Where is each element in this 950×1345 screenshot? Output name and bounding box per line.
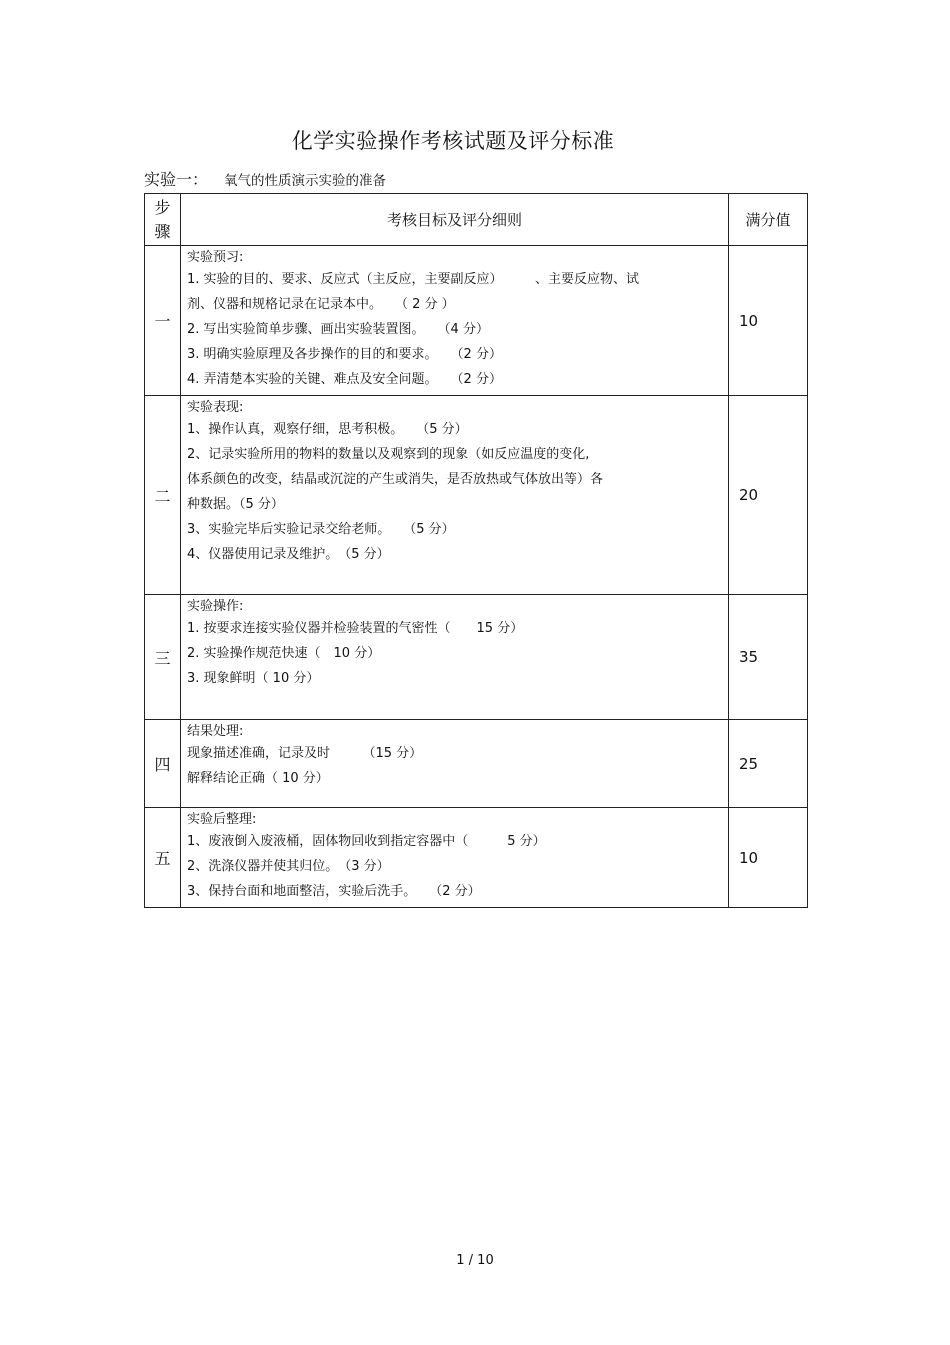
header-step: 步 骤: [145, 194, 181, 246]
step-number: 二: [145, 396, 181, 595]
table-header-row: [145, 194, 808, 246]
step-number: 三: [145, 595, 181, 720]
criteria-line: 2. 实验操作规范快速（ 10 分）: [187, 646, 381, 661]
section-heading: 实验预习:: [187, 250, 244, 265]
criteria-line: 4. 弄清楚本实验的关键、难点及安全问题。 （2 分）: [187, 372, 502, 387]
criteria-cell: [181, 720, 729, 808]
criteria-line: 1、操作认真，观察仔细，思考积极。 （5 分）: [187, 422, 468, 437]
step-number: 五: [145, 808, 181, 908]
criteria-line: 现象描述准确，记录及时 （15 分）: [187, 746, 423, 761]
criteria-line: 3、实验完毕后实验记录交给老师。 （5 分）: [187, 522, 455, 537]
scoring-table: [144, 193, 808, 908]
criteria-line: 2. 写出实验简单步骤、画出实验装置图。 （4 分）: [187, 322, 489, 337]
criteria-line: 3. 明确实验原理及各步操作的目的和要求。 （2 分）: [187, 347, 502, 362]
max-score: 10: [729, 246, 808, 396]
header-detail: 考核目标及评分细则: [181, 194, 729, 246]
criteria-line: 4、仪器使用记录及维护。 （5 分）: [187, 547, 390, 562]
criteria-cell: [181, 396, 729, 595]
criteria-line: 种数据。（5 分）: [187, 497, 284, 512]
criteria-cell: [181, 808, 729, 908]
criteria-line: 体系颜色的改变，结晶或沉淀的产生或消失，是否放热或气体放出等）各: [187, 472, 604, 487]
criteria-line: 剂、仪器和规格记录在记录本中。 （ 2 分 ）: [187, 297, 455, 312]
max-score: 35: [729, 595, 808, 720]
experiment-label: 实验一：: [144, 170, 209, 189]
criteria-cell: [181, 246, 729, 396]
page-number: 1 / 10: [456, 1253, 494, 1268]
criteria-line: 2、记录实验所用的物料的数量以及观察到的现象（如反应温度的变化,: [187, 447, 590, 462]
table-row: [145, 808, 808, 908]
experiment-heading: [144, 170, 386, 191]
experiment-name: 氧气的性质演示实验的准备: [224, 173, 387, 189]
criteria-line: 1. 按要求连接实验仪器并检验装置的气密性（ 15 分）: [187, 621, 524, 636]
criteria-line: 3. 现象鲜明（ 10 分）: [187, 671, 320, 686]
criteria-line: 1. 实验的目的、要求、反应式（主反应，主要副反应） 、主要反应物、试: [187, 272, 640, 287]
max-score: 20: [729, 396, 808, 595]
step-number: 一: [145, 246, 181, 396]
step-number: 四: [145, 720, 181, 808]
header-score: 满分值: [729, 194, 808, 246]
criteria-line: 2、洗涤仪器并使其归位。 （3 分）: [187, 859, 390, 874]
section-heading: 实验后整理:: [187, 812, 257, 827]
criteria-line: 解释结论正确（ 10 分）: [187, 771, 329, 786]
table-row: [145, 246, 808, 396]
max-score: 10: [729, 808, 808, 908]
section-heading: 结果处理:: [187, 724, 244, 739]
max-score: 25: [729, 720, 808, 808]
table-row: [145, 595, 808, 720]
section-heading: 实验操作:: [187, 599, 244, 614]
criteria-line: 3、保持台面和地面整洁，实验后洗手。 （2 分）: [187, 884, 481, 899]
section-heading: 实验表现:: [187, 400, 244, 415]
criteria-line: 1、废液倒入废液桶，固体物回收到指定容器中（ 5 分）: [187, 834, 546, 849]
criteria-cell: [181, 595, 729, 720]
table-row: [145, 396, 808, 595]
table-row: [145, 720, 808, 808]
document-title: 化学实验操作考核试题及评分标准: [291, 129, 615, 153]
